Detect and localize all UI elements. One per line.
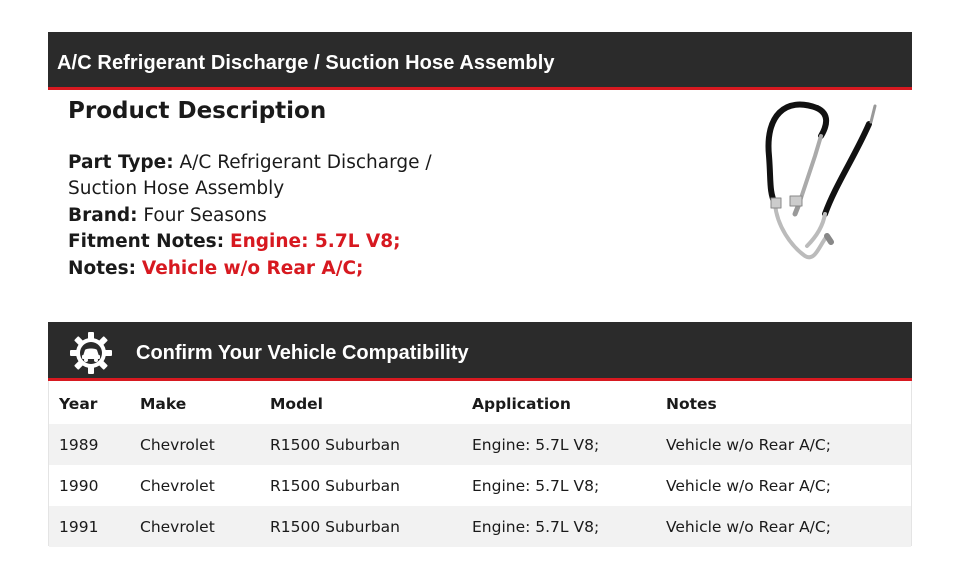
- cell-model: R1500 Suburban: [270, 435, 401, 454]
- cell-model: R1500 Suburban: [270, 476, 401, 495]
- cell-application: Engine: 5.7L V8;: [472, 435, 600, 454]
- cell-notes: Vehicle w/o Rear A/C;: [666, 476, 831, 495]
- column-make: Make: [140, 394, 187, 413]
- table-row: [49, 465, 911, 506]
- fitment-label: Fitment Notes:: [68, 231, 225, 253]
- brand-label: Brand:: [68, 204, 138, 226]
- cell-notes: Vehicle w/o Rear A/C;: [666, 435, 831, 454]
- column-notes: Notes: [666, 394, 717, 413]
- compatibility-title: Confirm Your Vehicle Compatibility: [136, 342, 469, 364]
- table-header-row: [49, 381, 911, 424]
- gear-car-icon: [68, 330, 114, 376]
- part-type-label: Part Type:: [68, 152, 174, 173]
- cell-year: 1989: [59, 435, 99, 454]
- hose-assembly-image: [735, 96, 905, 276]
- fitment-value: Engine: 5.7L V8;: [229, 231, 401, 253]
- table-row: [49, 424, 911, 465]
- notes-value: Vehicle w/o Rear A/C;: [141, 257, 364, 279]
- page-title: A/C Refrigerant Discharge / Suction Hose Assembly: [57, 52, 555, 74]
- cell-model: R1500 Suburban: [270, 517, 401, 536]
- brand-value: Four Seasons: [143, 204, 267, 226]
- cell-year: 1990: [59, 476, 99, 495]
- brand-line: [68, 203, 448, 229]
- cell-make: Chevrolet: [140, 517, 215, 536]
- part-type-line: [68, 150, 448, 203]
- title-bar: [48, 32, 912, 90]
- column-year: Year: [59, 394, 98, 413]
- cell-application: Engine: 5.7L V8;: [472, 476, 600, 495]
- cell-application: Engine: 5.7L V8;: [472, 517, 600, 536]
- compatibility-table: [48, 381, 912, 546]
- product-description: [68, 150, 448, 282]
- part-type-value: A/C Refrigerant Discharge / Suction Hose Assembly: [68, 152, 432, 200]
- column-application: Application: [472, 394, 571, 413]
- fitment-line: [68, 229, 448, 255]
- notes-label: Notes:: [68, 257, 136, 279]
- cell-notes: Vehicle w/o Rear A/C;: [666, 517, 831, 536]
- cell-make: Chevrolet: [140, 476, 215, 495]
- cell-year: 1991: [59, 517, 99, 536]
- column-model: Model: [270, 394, 323, 413]
- notes-line: [68, 256, 448, 282]
- description-heading: Product Description: [68, 98, 327, 124]
- cell-make: Chevrolet: [140, 435, 215, 454]
- compatibility-bar: [48, 322, 912, 381]
- table-row: [49, 506, 911, 547]
